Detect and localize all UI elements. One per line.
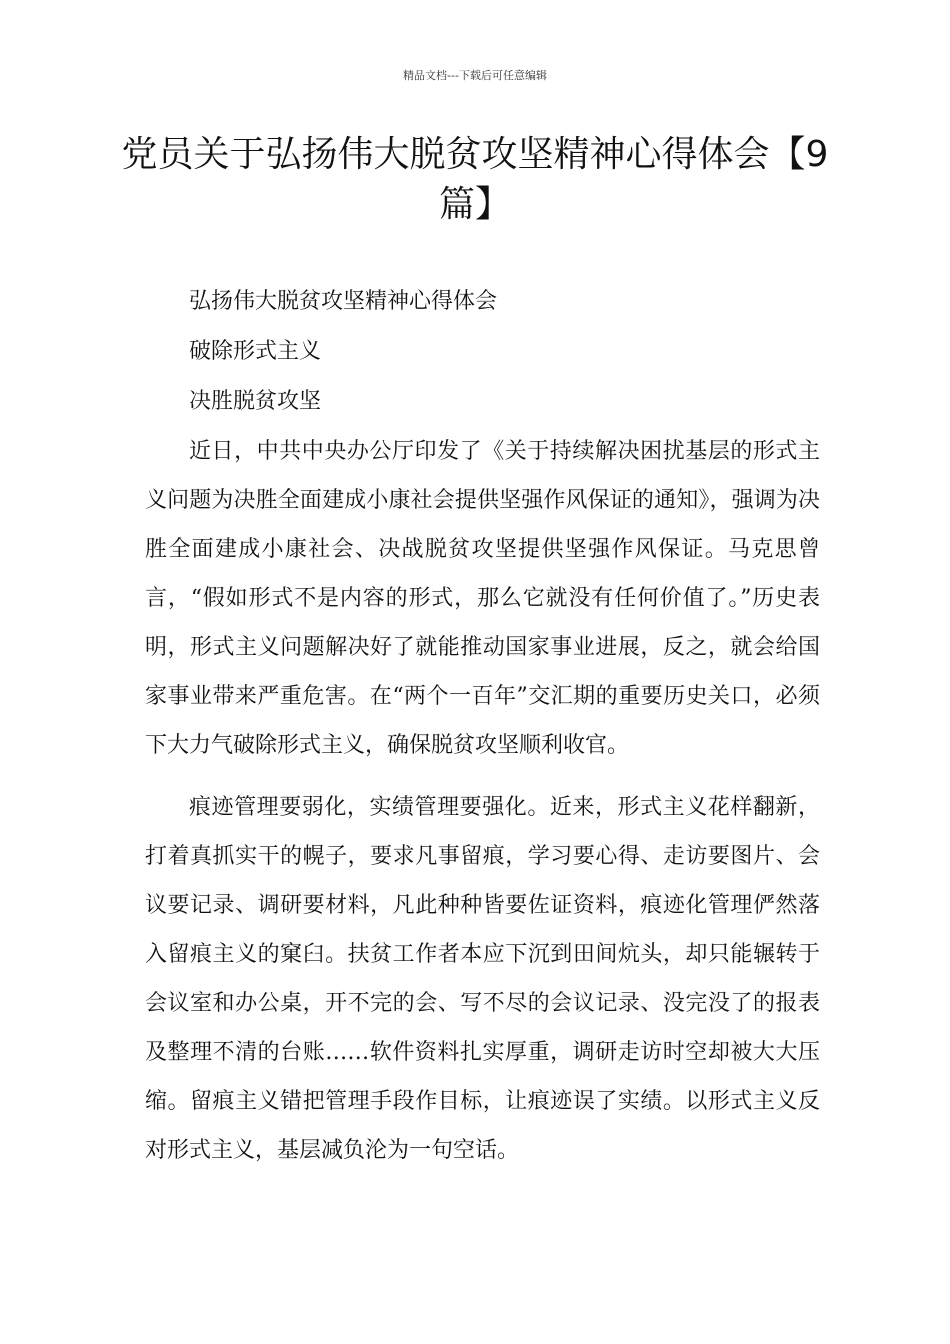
document-body bbox=[145, 277, 820, 1188]
subheading-2: 破除形式主义 bbox=[189, 339, 322, 364]
paragraph-2: 痕迹管理要弱化，实绩管理要强化。近来，形式主义花样翻新，打着真抓实干的幌子，要求凡事留痕，学习要心得、走访要图片、会议要记录、调研要材料，凡此种种皆要佐证资料，痕迹化管理俨然落入留痕主义的窠臼。扶贫工作者本应下沉到田间炕头，却只能辗转于会议室和办公桌，开不完的会、写不尽的会议记录、没完没了的报表及整理不清的台账……软件资料扎实厚重，调研走访时空却被大大压缩。留痕主义错把管理手段作目标，让痕迹误了实绩。以形式主义反对形式主义，基层减负沦为一句空话。 bbox=[145, 795, 820, 1163]
document-title: 党员关于弘扬伟大脱贫攻坚精神心得体会【9篇】 bbox=[121, 134, 829, 225]
page-header-note: 精品文档---下载后可任意编辑 bbox=[403, 69, 547, 82]
subheading-3: 决胜脱贫攻坚 bbox=[189, 389, 322, 414]
subheading-1: 弘扬伟大脱贫攻坚精神心得体会 bbox=[189, 289, 498, 314]
paragraph-1: 近日，中共中央办公厅印发了《关于持续解决困扰基层的形式主义问题为决胜全面建成小康社会提供坚强作风保证的通知》，强调为决胜全面建成小康社会、决战脱贫攻坚提供坚强作风保证。马克思曾言，“假如形式不是内容的形式，那么它就没有任何价值了。”历史表明，形式主义问题解决好了就能推动国家事业进展，反之，就会给国家事业带来严重危害。在“两个一百年”交汇期的重要历史关口，必须下大力气破除形式主义，确保脱贫攻坚顺利收官。 bbox=[145, 439, 820, 758]
